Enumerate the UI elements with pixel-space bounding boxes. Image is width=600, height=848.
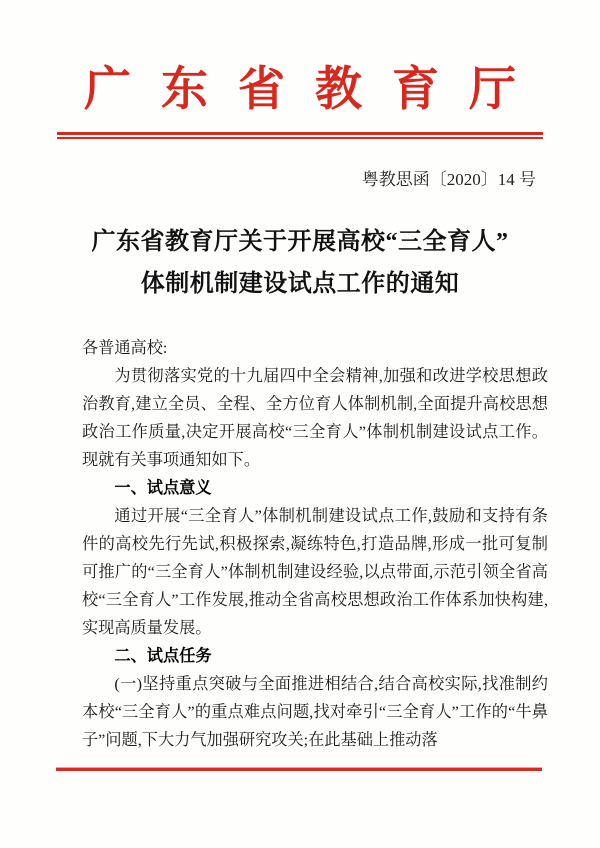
title-line-1: 广东省教育厅关于开展高校“三全育人” bbox=[91, 229, 509, 255]
section-heading-2: 二、试点任务 bbox=[114, 647, 212, 665]
paragraph-1: 为贯彻落实党的十九届四中全会精神,加强和改进学校思想政治教育,建立全员、全程、全方位育人体制机制,全面提升高校思想政治工作质量,决定开展高校“三全育人”体制机制建设试点工作。现就有关事项通知如下。 bbox=[82, 367, 548, 469]
footer-rule bbox=[56, 767, 542, 771]
document-title bbox=[0, 221, 600, 305]
doc-number: 粤教思函〔2020〕14 号 bbox=[361, 170, 536, 189]
header-rule-thin bbox=[57, 137, 543, 139]
title-line-2: 体制机制建设试点工作的通知 bbox=[140, 271, 460, 297]
letterhead bbox=[0, 0, 600, 118]
salutation: 各普通高校: bbox=[82, 339, 168, 357]
header-double-rule bbox=[57, 132, 543, 139]
footer-rule-core bbox=[56, 768, 542, 771]
paragraph-2: 通过开展“三全育人”体制机制建设试点工作,鼓励和支持有条件的高校先行先试,积极探索,凝练特色,打造品牌,形成一批可复制可推广的“三全育人”体制机制建设经验,以点带面,示范引领全省高校“三全育人”工作发展,推动全省高校思想政治工作体系加快构建,实现高质量发展。 bbox=[82, 507, 548, 637]
document-body bbox=[82, 334, 548, 754]
paragraph-3: (一)坚持重点突破与全面推进相结合,结合高校实际,找准制约本校“三全育人”的重点难点问题,找对牵引“三全育人”工作的“牛鼻子”问题,下大力气加强研究攻关;在此基础上推动落 bbox=[82, 675, 548, 749]
section-heading-1: 一、试点意义 bbox=[114, 479, 212, 497]
letterhead-org-name: 广东省教育厅 bbox=[84, 64, 546, 116]
